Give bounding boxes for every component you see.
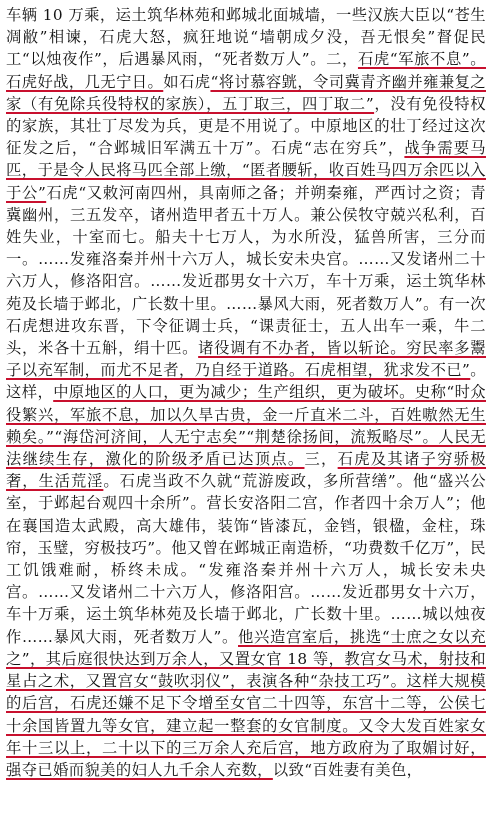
text-segment: 三， bbox=[304, 450, 338, 469]
underlined-text-segment: “将讨慕容皝，令司冀青齐幽并雍兼复之家（有免除兵役特权的家族），五丁取三，四丁取二” bbox=[6, 72, 486, 113]
text-segment: ，没有免役特权的家族，其壮丁尽发为兵，更是不用说了。中原地区的壮丁经过这次征发之后，“合邺城旧军满五十万”。石虎“志在穷兵”， bbox=[6, 94, 486, 158]
body-paragraph bbox=[6, 4, 486, 781]
text-segment: 以致“百姓妻有美色， bbox=[272, 760, 423, 779]
text-segment: 。这样， bbox=[6, 361, 486, 402]
text-segment: 车辆 10 万乘，运土筑华林苑和邺城北面城墙，一些汉族大臣以“苍生凋敝”相谏，石虎大怒，疯狂地说“墙朝成夕没，吾无恨矣”督促民工“以烛夜作”，后遇暴风雨，“死者数万人”。二， bbox=[6, 6, 486, 69]
text-segment: 石虎“又敕河南四州，具南师之备；并朔秦雍，严西讨之资；青冀幽州，三五发卒，诸州造甲者五十万人。兼公侯牧守兢兴私利，百姓失业，十室而七。船夫十七万人，为水所没，猛兽所害，三分而一。……发雍洛秦并州十六万人，城长安未央宫。……又发诸州二十六万人，修洛阳宫。……发近郡男女十六万，车十万乘，运土筑华林苑及长墙于邺北，广长数十里。……暴风大雨，死者数万人”。有一次石虎想进攻东晋，下令征调士兵，“课责征士，五人出车一乘，牛二头，米各十五斛，绢十匹。 bbox=[6, 183, 486, 358]
underlined-text-segment: 石虎“军旅不息”。石虎好战，几无宁日。 bbox=[6, 50, 486, 91]
text-segment: 如石虎 bbox=[163, 72, 211, 91]
underlined-text-segment: 石虎及其诸子穷骄极奢，生活荒淫 bbox=[6, 450, 486, 491]
underlined-text-segment: 战争需要马匹，于是令人民将马匹全部上缴，“匿者腰斩，收百姓马四万余匹以入于公” bbox=[6, 139, 486, 202]
underlined-text-segment: 诸役调有不办者，皆以斩论。穷民率多鬻子以充军制，而尤不足者，乃自经于道路。石虎相望，犹求发不已” bbox=[6, 339, 486, 380]
underlined-text-segment: 中原地区的人口，更为减少；生产组织，更为破坏。史称“时众役繁兴，军旅不息，加以久旱古贵，金一斤直米二斗，百姓嗷然无生赖矣。”“海岱河济间，人无宁志矣”“荆楚徐扬间，流叛略尽”。人民无法继续生存，激化的阶级矛盾已达顶点。 bbox=[6, 383, 486, 469]
text-segment: 。石虎当政不久就“荒游废政，多所营缮”。他“盛兴公室，于邺起台观四十余所”。营长安洛阳二宫，作者四十余万人”；他在襄国造太武殿，高大雄伟，装饰“皆漆瓦，金铛，银楹，金柱，珠帘，玉璧，穷极技巧”。他又曾在邺城正南造桥，“功费数千亿万”，民工饥饿难耐，桥终未成。“发雍洛秦并州十六万人，城长安未央宫。……又发诸州二十六万人，修洛阳宫。……发近郡男女十六万，车十万乘，运土筑华林苑及长墙于邺北，广长数十里。……城以烛夜作……暴风大雨，死者数万人”。 bbox=[6, 472, 487, 646]
underlined-text-segment: 他兴造宫室后，挑选“士庶之女以充之”，其后庭很快达到万余人，又置女官 18 等，教宫女马术，射技和星占之术，又置宫女“鼓吹羽仪”，表演各种“杂技工巧”。这样大规模的后宫，石虎还嫌不足下令增至女官二十四等，东宫十二等，公侯七十余国皆置九等女官，建立起一整套的女官制度。又令大发百姓家女年十三以上，二十以下的三万余人充后宫，地方政府为了取媚讨好，强夺已婚而貌美的妇人九千余人充数， bbox=[6, 627, 486, 779]
